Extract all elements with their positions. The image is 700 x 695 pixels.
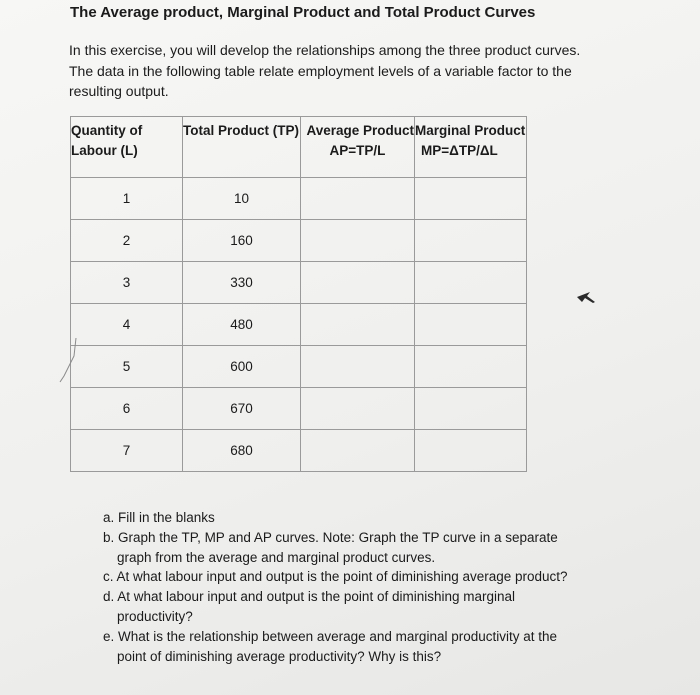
header-labour: Quantity of Labour (L) xyxy=(71,117,183,178)
question-e: e. What is the relationship between average and marginal productivity at the point of diminishing average productivity? Why is this? xyxy=(103,628,558,664)
ap-blank-cell[interactable] xyxy=(301,388,415,430)
question-c: c. At what labour input and output is the point of diminishing average product? xyxy=(103,569,568,585)
labour-cell: 6 xyxy=(71,388,183,430)
mp-blank-cell[interactable] xyxy=(415,346,527,388)
labour-cell: 5 xyxy=(71,346,183,388)
table-header-row xyxy=(71,117,527,178)
tp-cell: 600 xyxy=(183,346,301,388)
table-row xyxy=(71,178,527,220)
labour-cell: 7 xyxy=(71,430,183,472)
header-total-product: Total Product (TP) xyxy=(183,117,301,178)
tp-cell: 670 xyxy=(183,388,301,430)
labour-cell: 3 xyxy=(71,262,183,304)
question-list xyxy=(103,508,583,666)
labour-cell: 1 xyxy=(71,178,183,220)
product-table xyxy=(70,116,527,472)
header-average-product: Average Product AP=TP/L xyxy=(301,117,415,178)
table-row xyxy=(71,430,527,472)
labour-cell: 4 xyxy=(71,304,183,346)
tp-cell: 330 xyxy=(183,262,301,304)
ap-blank-cell[interactable] xyxy=(301,220,415,262)
tp-cell: 480 xyxy=(183,304,301,346)
tp-cell: 10 xyxy=(183,178,301,220)
ap-blank-cell[interactable] xyxy=(301,304,415,346)
table-row xyxy=(71,220,527,262)
table-row xyxy=(71,346,527,388)
mp-blank-cell[interactable] xyxy=(415,304,527,346)
question-d: d. At what labour input and output is the point of diminishing marginal productivity? xyxy=(103,589,516,624)
mp-blank-cell[interactable] xyxy=(415,220,527,262)
mp-blank-cell[interactable] xyxy=(415,262,527,304)
tp-cell: 160 xyxy=(183,220,301,262)
table-row xyxy=(71,388,527,430)
mp-blank-cell[interactable] xyxy=(415,388,527,430)
header-marginal-product: Marginal Product MP=ΔTP/ΔL xyxy=(415,117,527,178)
mouse-pointer-icon xyxy=(576,290,596,304)
ap-blank-cell[interactable] xyxy=(301,346,415,388)
table-row xyxy=(71,262,527,304)
mp-blank-cell[interactable] xyxy=(415,178,527,220)
mp-blank-cell[interactable] xyxy=(415,430,527,472)
tp-cell: 680 xyxy=(183,430,301,472)
question-b: b. Graph the TP, MP and AP curves. Note: Graph the TP curve in a separate graph from the average and marginal product curves. xyxy=(103,529,558,565)
question-a: a. Fill in the blanks xyxy=(103,510,215,525)
page-title: The Average product, Marginal Product and Total Product Curves xyxy=(70,4,536,21)
ap-blank-cell[interactable] xyxy=(301,178,415,220)
table-row xyxy=(71,304,527,346)
pen-mark-icon xyxy=(58,336,78,386)
labour-cell: 2 xyxy=(71,220,183,262)
ap-blank-cell[interactable] xyxy=(301,430,415,472)
intro-paragraph: In this exercise, you will develop the relationships among the three product curves. The data in the following table relate employment levels of a variable factor to the resulting output. xyxy=(69,42,581,99)
ap-blank-cell[interactable] xyxy=(301,262,415,304)
